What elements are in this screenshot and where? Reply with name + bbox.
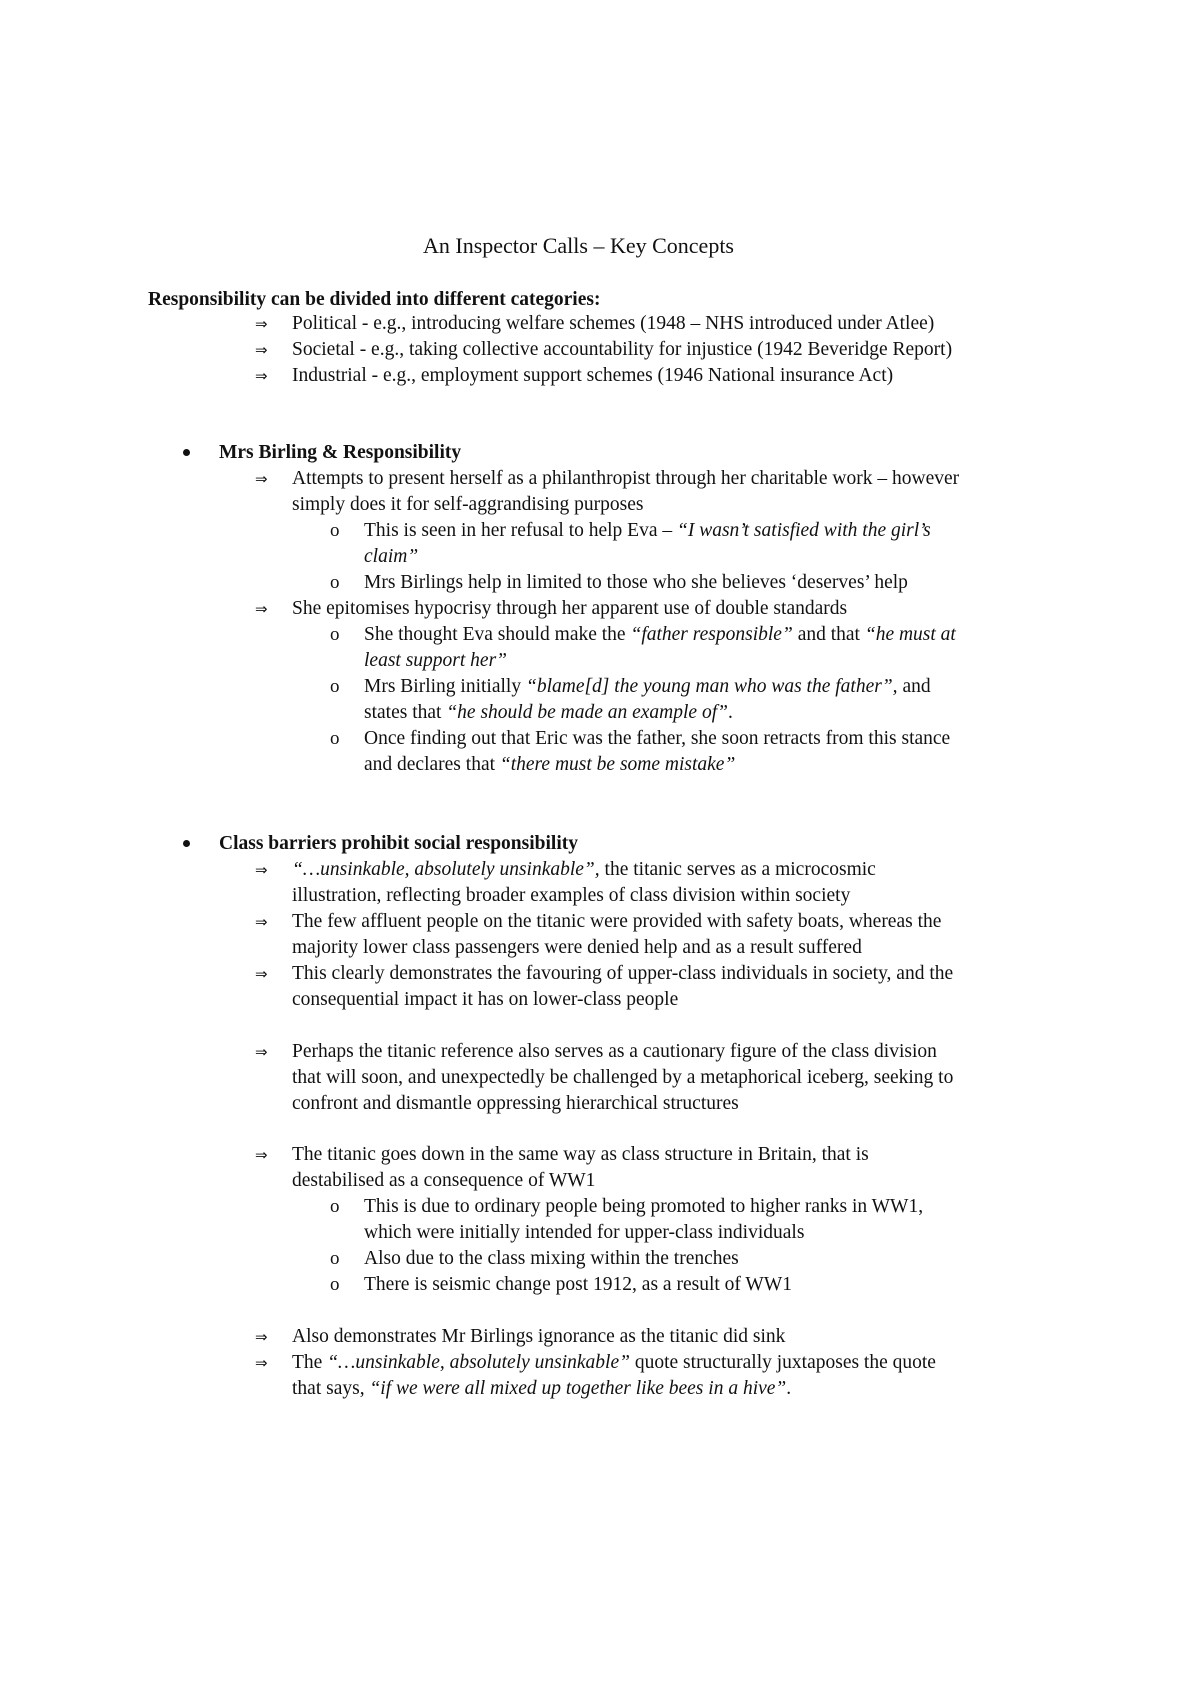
point-goes-down-line2: destabilised as a consequence of WW1 — [292, 1170, 596, 1191]
category-political: Political - e.g., introducing welfare schemes (1948 – NHS introduced under Atlee) — [292, 313, 935, 334]
subpoint-father-text: She thought Eva should make the — [364, 624, 631, 645]
category-societal: Societal - e.g., taking collective accountability for injustice (1942 Beveridge Report) — [292, 339, 953, 360]
subpoint-deserves-help: Mrs Birlings help in limited to those who she believes ‘deserves’ help — [364, 572, 908, 593]
arrow-icon: ⇒ — [255, 1043, 268, 1061]
point-hypocrisy: She epitomises hypocrisy through her apparent use of double standards — [292, 598, 848, 619]
point-ignorance: Also demonstrates Mr Birlings ignorance as the titanic did sink — [292, 1326, 786, 1347]
quote-blamed-young-man: “blame[d] the young man who was the father”, — [525, 676, 898, 697]
circle-bullet-icon: o — [330, 624, 340, 645]
section-heading-mrs-birling: Mrs Birling & Responsibility — [219, 442, 462, 463]
point-cautionary-line3: confront and dismantle oppressing hierarchical structures — [292, 1093, 739, 1114]
arrow-icon: ⇒ — [255, 315, 268, 333]
point-unsinkable-line1 — [292, 857, 876, 883]
category-industrial: Industrial - e.g., employment support schemes (1946 National insurance Act) — [292, 365, 894, 386]
point-juxtaposes-text: quote structurally juxtaposes the quote — [629, 1352, 936, 1373]
arrow-icon: ⇒ — [255, 965, 268, 983]
quote-unsinkable: “…unsinkable, absolutely unsinkable”, — [292, 859, 600, 880]
quote-not-satisfied: “I wasn’t satisfied with the girl’s — [677, 520, 931, 541]
subpoint-retracts-line2 — [364, 752, 735, 778]
intro-heading: Responsibility can be divided into different categories: — [148, 289, 601, 310]
point-juxtaposes-line1 — [292, 1350, 936, 1376]
circle-bullet-icon: o — [330, 676, 340, 697]
point-safety-boats-line2: majority lower class passengers were denied help and as a result suffered — [292, 937, 862, 958]
subpoint-states-that: states that — [364, 702, 447, 723]
subpoint-refusal-text: This is seen in her refusal to help Eva – — [364, 520, 677, 541]
arrow-icon: ⇒ — [255, 913, 268, 931]
circle-bullet-icon: o — [330, 1274, 340, 1295]
point-unsinkable-line2: illustration, reflecting broader examples of class division within society — [292, 885, 851, 906]
arrow-icon: ⇒ — [255, 600, 268, 618]
subpoint-refusal-line1 — [364, 518, 931, 544]
bullet-icon — [183, 840, 190, 847]
subpoint-blamed-and: and — [897, 676, 931, 697]
point-favouring-line1: This clearly demonstrates the favouring of upper-class individuals in society, and the — [292, 963, 954, 984]
quote-unsinkable-2: “…unsinkable, absolutely unsinkable” — [327, 1352, 630, 1373]
point-goes-down-line1: The titanic goes down in the same way as class structure in Britain, that is — [292, 1144, 869, 1165]
arrow-icon: ⇒ — [255, 861, 268, 879]
subpoint-blamed-line1 — [364, 674, 931, 700]
bullet-icon — [183, 449, 190, 456]
subpoint-seismic-change: There is seismic change post 1912, as a result of WW1 — [364, 1274, 792, 1295]
subpoint-blamed-line2 — [364, 700, 733, 726]
point-philanthropist-line2: simply does it for self-aggrandising purposes — [292, 494, 644, 515]
circle-bullet-icon: o — [330, 1248, 340, 1269]
circle-bullet-icon: o — [330, 572, 340, 593]
point-that-says: that says, — [292, 1378, 370, 1399]
point-cautionary-line2: that will soon, and unexpectedly be challenged by a metaphorical iceberg, seeking to — [292, 1067, 954, 1088]
subpoint-declares-that: and declares that — [364, 754, 500, 775]
subpoint-blamed-text: Mrs Birling initially — [364, 676, 526, 697]
circle-bullet-icon: o — [330, 1196, 340, 1217]
quote-bees-in-hive: “if we were all mixed up together like bees in a hive” — [369, 1378, 787, 1399]
subpoint-promoted-line1: This is due to ordinary people being promoted to higher ranks in WW1, — [364, 1196, 924, 1217]
arrow-icon: ⇒ — [255, 1328, 268, 1346]
point-philanthropist-line1: Attempts to present herself as a philanthropist through her charitable work – however — [292, 468, 960, 489]
point-final-period: . — [786, 1378, 792, 1399]
circle-bullet-icon: o — [330, 520, 340, 541]
quote-father-responsible: “father responsible” — [630, 624, 793, 645]
subpoint-retracts-line1: Once finding out that Eric was the father, she soon retracts from this stance — [364, 728, 951, 749]
arrow-icon: ⇒ — [255, 367, 268, 385]
quote-least-support: least support her” — [364, 650, 508, 671]
subpoint-father-mid: and that — [792, 624, 865, 645]
arrow-icon: ⇒ — [255, 1146, 268, 1164]
subpoint-promoted-line2: which were initially intended for upper-class individuals — [364, 1222, 805, 1243]
point-cautionary-line1: Perhaps the titanic reference also serves as a cautionary figure of the class division — [292, 1041, 937, 1062]
quote-must-at: “he must at — [864, 624, 956, 645]
point-the: The — [292, 1352, 328, 1373]
arrow-icon: ⇒ — [255, 341, 268, 359]
arrow-icon: ⇒ — [255, 470, 268, 488]
point-microcosmic: the titanic serves as a microcosmic — [599, 859, 876, 880]
quote-claim: claim” — [364, 546, 419, 567]
point-favouring-line2: consequential impact it has on lower-class people — [292, 989, 679, 1010]
subpoint-father-responsible-line1 — [364, 622, 956, 648]
subpoint-class-mixing: Also due to the class mixing within the trenches — [364, 1248, 739, 1269]
circle-bullet-icon: o — [330, 728, 340, 749]
arrow-icon: ⇒ — [255, 1354, 268, 1372]
subpoint-period: . — [727, 702, 733, 723]
point-safety-boats-line1: The few affluent people on the titanic were provided with safety boats, whereas the — [292, 911, 942, 932]
point-juxtaposes-line2 — [292, 1376, 791, 1402]
section-heading-class-barriers: Class barriers prohibit social responsibility — [219, 833, 578, 854]
quote-example-of: “he should be made an example of” — [446, 702, 728, 723]
document-title: An Inspector Calls – Key Concepts — [423, 233, 734, 258]
quote-some-mistake: “there must be some mistake” — [499, 754, 736, 775]
